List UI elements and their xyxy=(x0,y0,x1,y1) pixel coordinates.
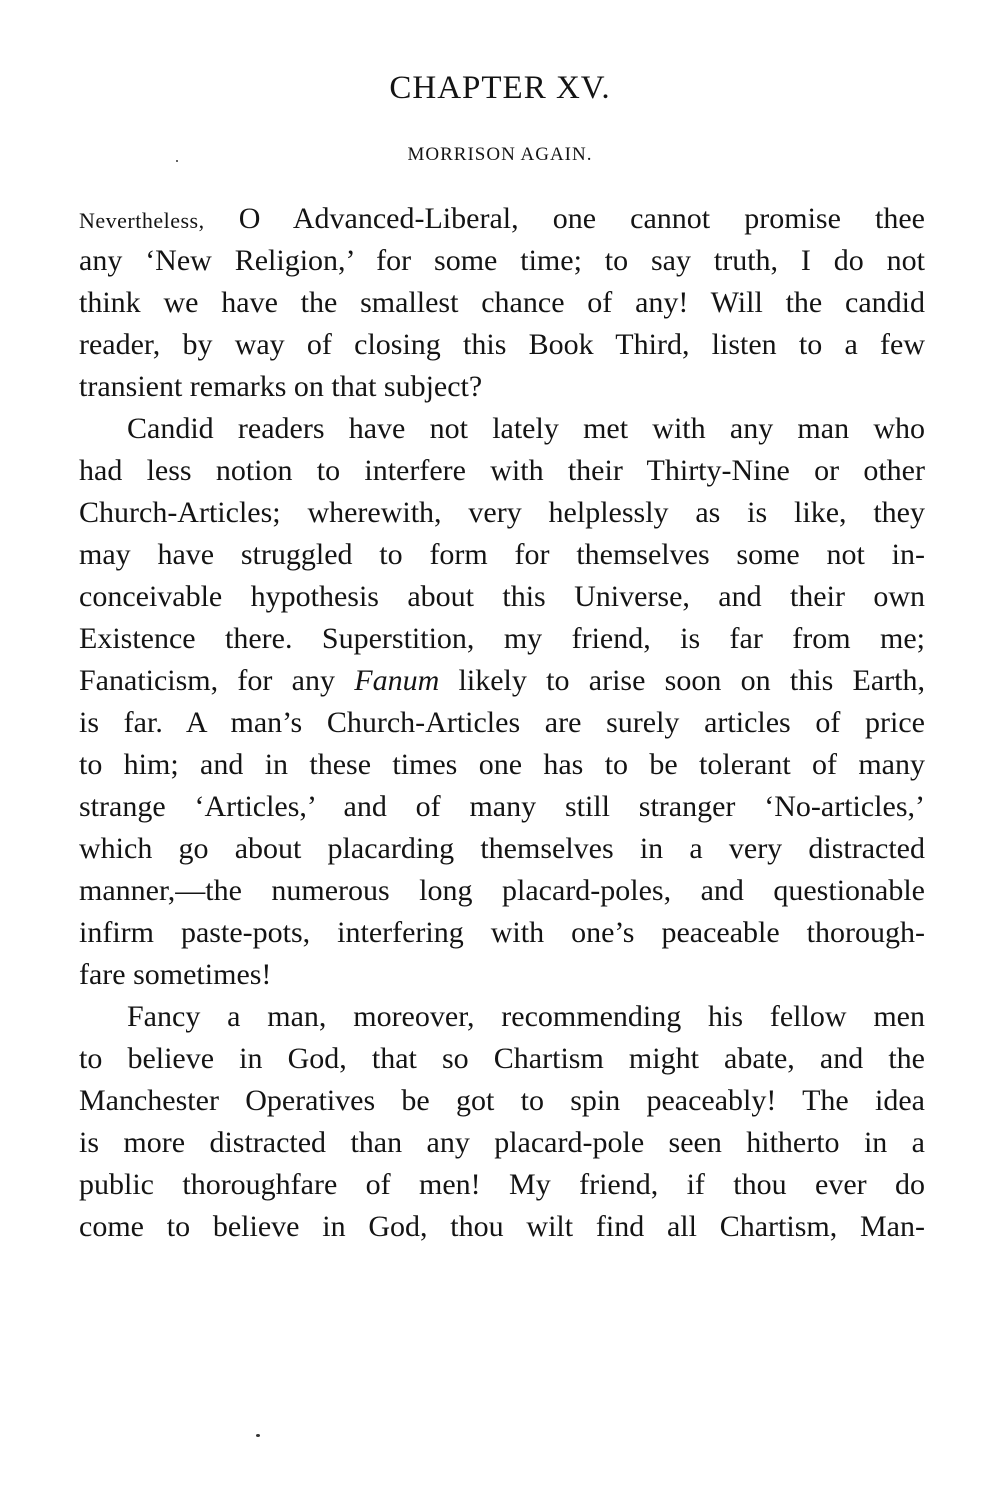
text-line-rest: O Advanced-Liberal, one cannot promise thee xyxy=(204,202,925,235)
text-segment: likely to arise soon on this Earth, xyxy=(439,664,925,697)
opening-word: Nevertheless, xyxy=(79,208,205,233)
text-line: transient remarks on that subject? xyxy=(79,370,483,403)
text-line: think we have the smallest chance of any! Will the candid xyxy=(79,286,925,319)
text-line: had less notion to interfere with their Thirty-Nine or other xyxy=(79,454,925,487)
print-speck xyxy=(176,160,178,162)
chapter-subtitle: MORRISON AGAIN. xyxy=(407,144,593,165)
text-segment: Fanaticism, for any xyxy=(79,664,355,697)
text-line: strange ‘Articles,’ and of many still stranger ‘No-articles,’ xyxy=(79,790,925,823)
text-line: Church-Articles; wherewith, very helplessly as is like, they xyxy=(79,496,925,529)
text-line: Existence there. Superstition, my friend, is far from me; xyxy=(79,622,925,655)
text-line: Candid readers have not lately met with any man who xyxy=(127,412,925,445)
text-line: reader, by way of closing this Book Third, listen to a few xyxy=(79,328,925,361)
text-line: manner,—the numerous long placard-poles, and questionable xyxy=(79,874,925,907)
text-line: Manchester Operatives be got to spin peaceably! The idea xyxy=(79,1084,925,1117)
text-line: any ‘New Religion,’ for some time; to say truth, I do not xyxy=(79,244,925,277)
text-line: which go about placarding themselves in a very distracted xyxy=(79,832,925,865)
text-line: come to believe in God, thou wilt find all Chartism, Man- xyxy=(79,1210,925,1243)
text-line: to him; and in these times one has to be tolerant of many xyxy=(79,748,925,781)
text-line: conceivable hypothesis about this Universe, and their own xyxy=(79,580,925,613)
text-line xyxy=(79,198,925,240)
text-line: fare sometimes! xyxy=(79,958,272,991)
chapter-title: CHAPTER XV. xyxy=(389,70,611,106)
text-line: public thoroughfare of men! My friend, if thou ever do xyxy=(79,1168,925,1201)
italic-word: Fanum xyxy=(354,664,440,697)
text-line: is more distracted than any placard-pole seen hitherto in a xyxy=(79,1126,925,1159)
text-line: Fancy a man, moreover, recommending his fellow men xyxy=(127,1000,925,1033)
text-line: is far. A man’s Church-Articles are surely articles of price xyxy=(79,706,925,739)
text-line: to believe in God, that so Chartism might abate, and the xyxy=(79,1042,925,1075)
text-line xyxy=(79,660,925,702)
body-text xyxy=(79,198,925,1248)
print-speck xyxy=(256,1434,260,1437)
text-line: infirm paste-pots, interfering with one’s peaceable thorough- xyxy=(79,916,925,949)
text-line: may have struggled to form for themselves some not in- xyxy=(79,538,925,571)
